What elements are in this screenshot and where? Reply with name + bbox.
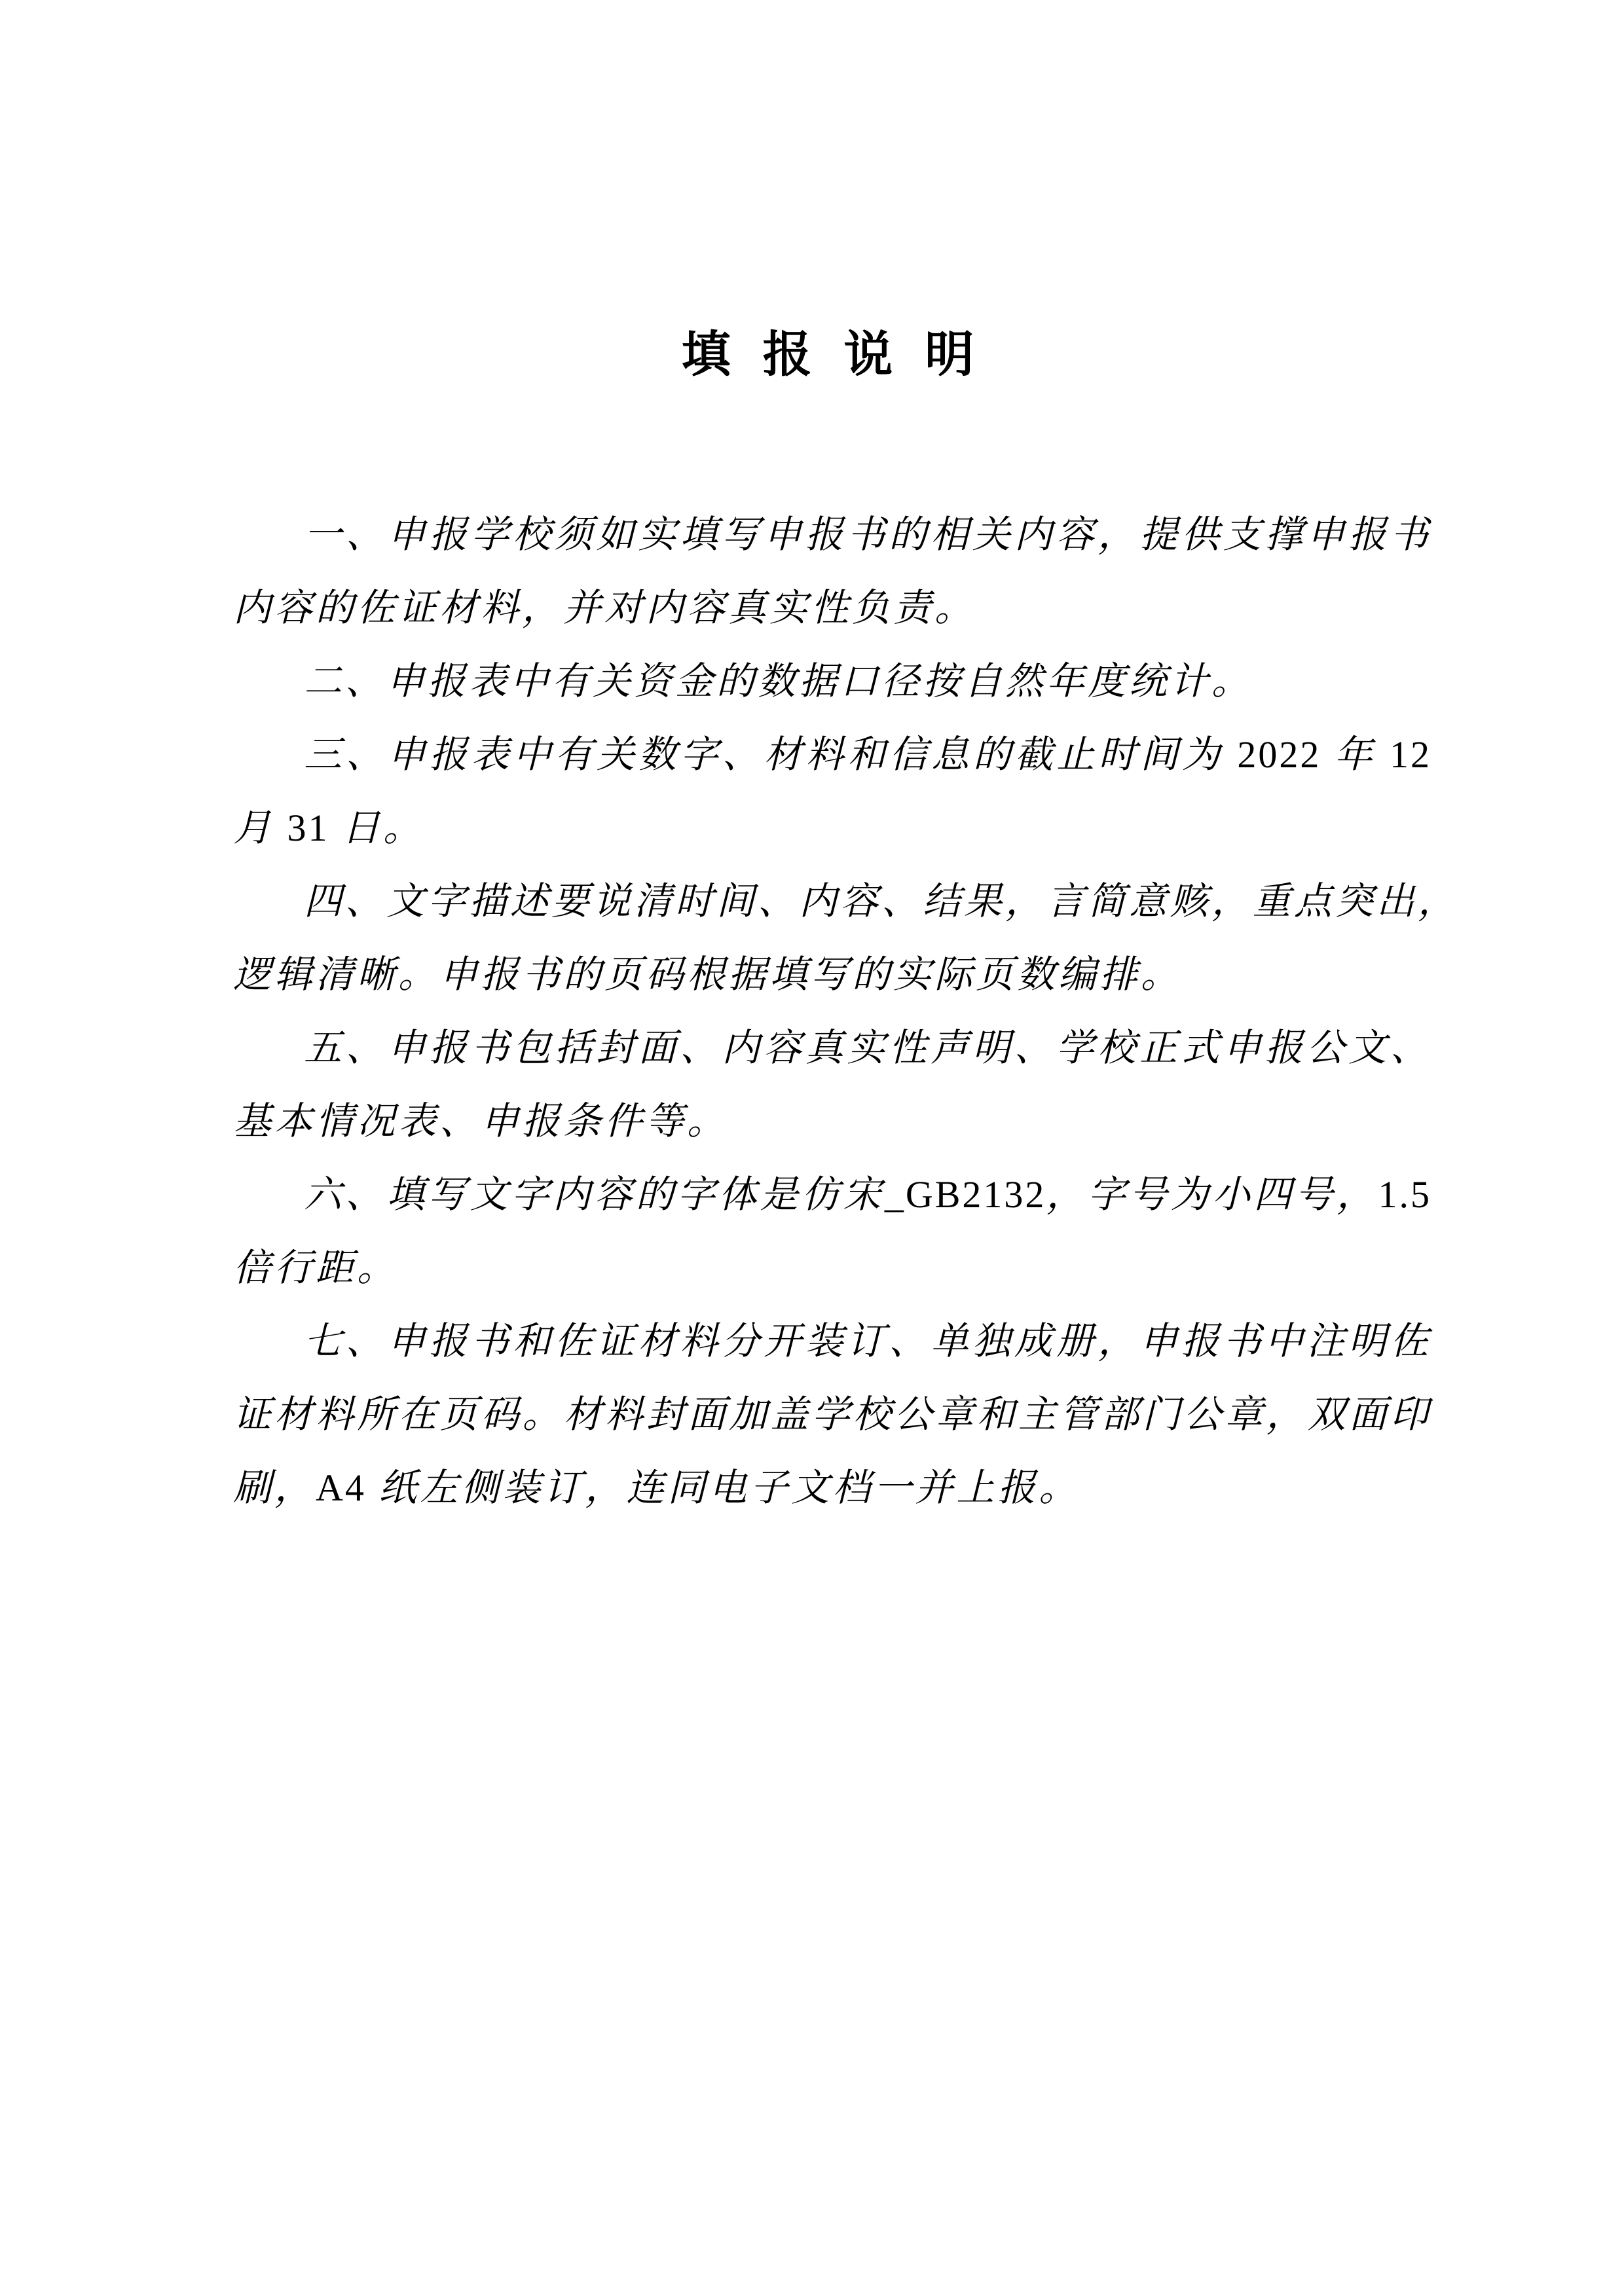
- text-line: [233, 1305, 1431, 1378]
- text-segment: 月: [233, 807, 287, 849]
- document-content: [233, 0, 1460, 1525]
- text-segment: 一、申报学校须如实填写申报书的相关内容，提供支撑申报书: [304, 513, 1431, 556]
- text-segment: 倍行距。: [233, 1247, 399, 1289]
- text-segment: 逻辑清晰。申报书的页码根据填写的实际页数编排。: [233, 953, 1183, 996]
- text-segment: 七、申报书和佐证材料分开装订、单独成册，申报书中注明佐: [304, 1320, 1431, 1362]
- text-segment: 2022: [1237, 733, 1321, 776]
- text-line: [233, 1231, 1431, 1305]
- text-line: [233, 865, 1460, 938]
- text-line: [233, 645, 1431, 718]
- text-segment: 年: [1321, 733, 1390, 776]
- paragraph-2: [233, 645, 1431, 718]
- text-line: [233, 792, 1431, 865]
- text-segment: _GB2132: [884, 1173, 1046, 1216]
- text-segment: 二、申报表中有关资金的数据口径按自然年度统计。: [304, 660, 1253, 702]
- text-segment: 内容的佐证材料，并对内容真实性负责。: [233, 587, 976, 629]
- text-segment: ，字号为小四号，: [1046, 1173, 1378, 1216]
- text-segment: A4: [316, 1467, 366, 1509]
- text-segment: 1.5: [1378, 1173, 1431, 1216]
- text-line: [233, 1085, 1431, 1158]
- text-segment: 六、填写文字内容的字体是仿宋: [304, 1173, 885, 1216]
- text-segment: 31: [287, 807, 329, 849]
- text-segment: 刷，: [233, 1467, 316, 1509]
- text-line: [233, 1011, 1431, 1085]
- paragraph-4: [233, 865, 1460, 1011]
- text-segment: 四、文字描述要说清时间、内容、结果，言简意赅，重点突出，: [304, 880, 1460, 922]
- text-line: [233, 1158, 1431, 1231]
- text-line: [233, 718, 1431, 792]
- text-line: [233, 1451, 1431, 1525]
- text-segment: 日。: [329, 807, 425, 849]
- paragraph-3: [233, 718, 1431, 865]
- text-segment: 五、申报书包括封面、内容真实性声明、学校正式申报公文、: [304, 1027, 1431, 1069]
- paragraph-5: [233, 1011, 1431, 1158]
- text-segment: 证材料所在页码。材料封面加盖学校公章和主管部门公章，双面印: [233, 1393, 1431, 1436]
- document-body: [233, 498, 1460, 1525]
- paragraph-7: [233, 1305, 1431, 1525]
- text-line: [233, 1378, 1431, 1451]
- document-title: 填 报 说 明: [681, 327, 984, 382]
- paragraph-1: [233, 498, 1431, 645]
- text-segment: 纸左侧装订，连同电子文档一并上报。: [365, 1467, 1080, 1509]
- text-segment: 三、申报表中有关数字、材料和信息的截止时间为: [304, 733, 1238, 776]
- text-segment: 基本情况表、申报条件等。: [233, 1100, 729, 1142]
- text-segment: 12: [1389, 733, 1431, 776]
- text-line: [233, 572, 1431, 645]
- paragraph-6: [233, 1158, 1431, 1305]
- text-line: [233, 938, 1431, 1011]
- text-line: [233, 498, 1431, 572]
